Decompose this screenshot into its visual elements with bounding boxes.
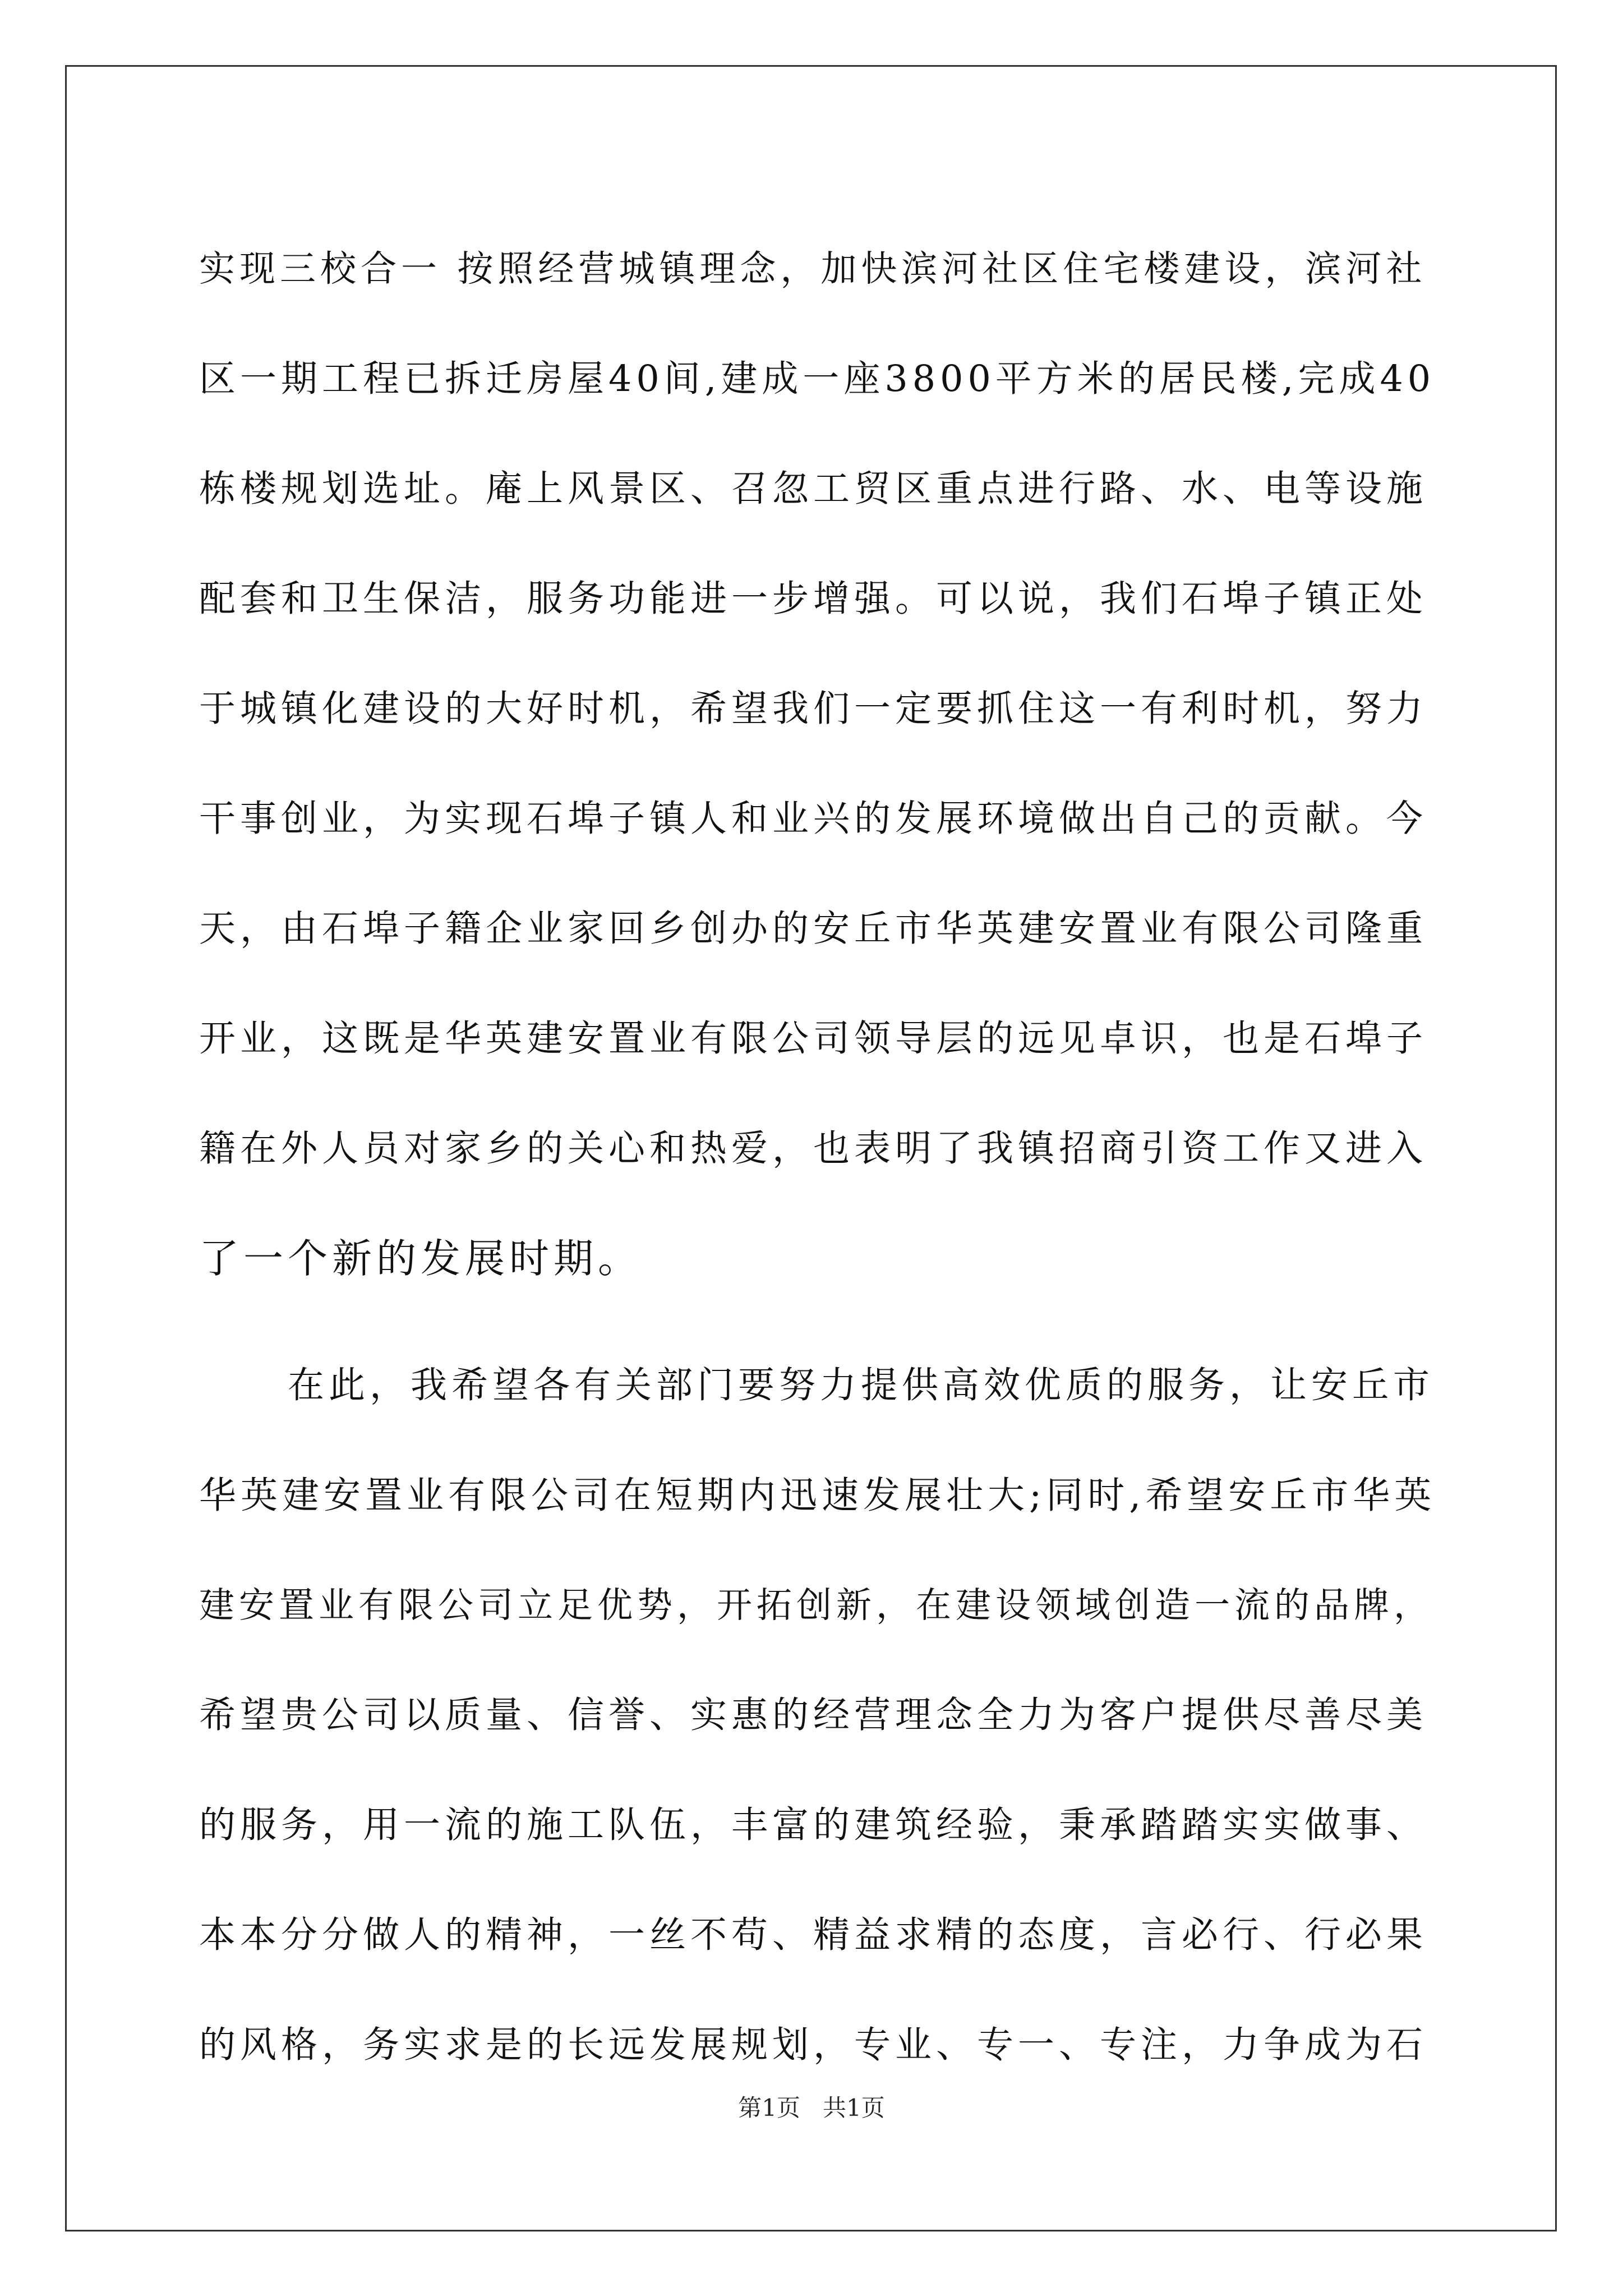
text-line: 栋楼规划选址。庵上风景区、召忽工贸区重点进行路、水、电等设施 [199,468,1428,510]
paragraph-1 [199,214,1436,1314]
text-line: 本本分分做人的精神，一丝不苟、精益求精的态度，言必行、行必果 [199,1914,1428,1956]
document-body [199,214,1436,2100]
paragraph-2 [199,1331,1436,2100]
page-number: 第1页 共1页 [738,2094,885,2122]
text-line: 实现三校合一 按照经营城镇理念，加快滨河社区住宅楼建设，滨河社 [199,249,1427,290]
text-line: 区一期工程已拆迁房屋40间,建成一座3800平方米的居民楼,完成40 [199,358,1436,400]
text-line: 华英建安置业有限公司在短期内迅速发展壮大;同时,希望安丘市华英 [199,1474,1436,1517]
text-line: 的风格，务实求是的长远发展规划，专业、专一、专注，力争成为石 [199,2024,1428,2066]
text-line: 天，由石埠子籍企业家回乡创办的安丘市华英建安置业有限公司隆重 [199,908,1428,950]
text-line: 于城镇化建设的大好时机，希望我们一定要抓住这一有利时机，努力 [199,688,1428,730]
page-footer [0,2091,1623,2125]
text-line: 籍在外人员对家乡的关心和热爱，也表明了我镇招商引资工作又进入 [199,1128,1428,1170]
text-line: 了一个新的发展时期。 [199,1235,643,1282]
text-line: 建安置业有限公司立足优势，开拓创新，在建设领域创造一流的品牌， [199,1585,1433,1626]
text-line: 干事创业，为实现石埠子镇人和业兴的发展环境做出自己的贡献。今 [199,798,1428,840]
text-line: 的服务，用一流的施工队伍，丰富的建筑经验，秉承踏踏实实做事、 [199,1804,1428,1846]
text-line: 开业，这既是华英建安置业有限公司领导层的远见卓识，也是石埠子 [199,1018,1428,1060]
text-line: 在此，我希望各有关部门要努力提供高效优质的服务，让安丘市 [288,1364,1435,1406]
text-line: 配套和卫生保洁，服务功能进一步增强。可以说，我们石埠子镇正处 [199,578,1428,620]
text-line: 希望贵公司以质量、信誉、实惠的经营理念全力为客户提供尽善尽美 [199,1694,1428,1736]
